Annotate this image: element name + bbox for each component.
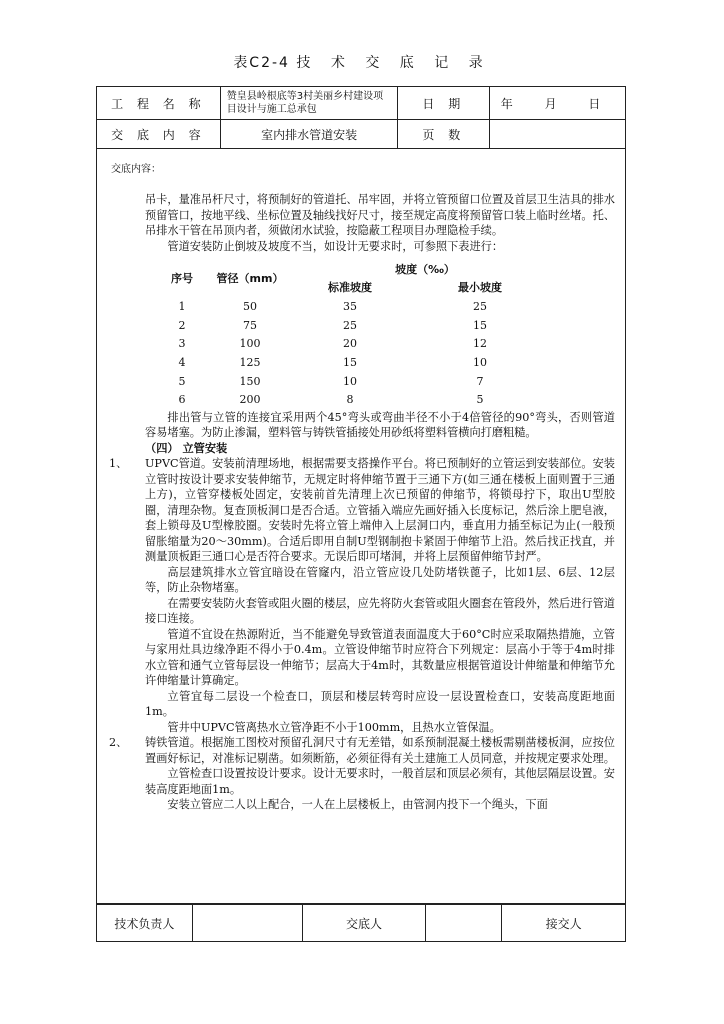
- cell-minimum: 12: [473, 337, 487, 351]
- paragraph: 排出管与立管的连接宜采用两个45°弯头或弯曲半径不小于4倍管径的90°弯头，否则管道容易堵塞。为防止渗漏，塑料管与铸铁管插接处用砂纸将塑料管横向打磨粗糙。: [145, 410, 615, 439]
- table-row: [159, 372, 555, 391]
- item-number: 2、: [109, 736, 128, 749]
- date-label: 日 期: [398, 87, 490, 120]
- cell-no: 5: [178, 374, 186, 388]
- paragraph: 管道不宜设在热源附近，当不能避免导致管道表面温度大于60°C时应采取隔热措施，立管与家用灶具边缘净距不得小于0.4m。立管设伸缩节时应符合下列规定：层高小于等于4m时排水立管和通气立管每层设一伸缩节；层高大于4m时，其数量应根据管道设计伸缩量和伸缩节允许伸缩量计算确定。: [145, 627, 615, 687]
- list-item: [109, 735, 615, 766]
- cell-no: 2: [178, 318, 186, 332]
- cell-minimum: 25: [473, 299, 487, 313]
- paragraph: 高层建筑排水立管宜暗设在管窿内，沿立管应设几处防堵铁蓖子，比如1层、6层、12层等，防止杂物堵塞。: [145, 565, 615, 594]
- table-row: [159, 316, 555, 335]
- table-row: [159, 335, 555, 354]
- form-number: 表C2-4: [233, 55, 290, 71]
- table-row: [159, 353, 555, 372]
- table-row: [159, 297, 555, 316]
- pages-label: 页 数: [398, 120, 490, 149]
- paragraph: 立管检查口设置按设计要求。设计无要求时，一般首层和顶层必须有，其他层隔层设置。安装高度距地面1m。: [145, 767, 615, 796]
- header-diameter: 管径（mm）: [216, 271, 284, 285]
- item-text: UPVC管道。安装前清理场地，根据需要支搭操作平台。将已预制好的立管运到安装部位。安装立管时按设计要求安装伸缩节，无规定时将伸缩节置于三通下方(如三通在楼板上面则置于三通上方)，立管穿楼板处固定，安装前首先清理上次已预留的伸缩节，将锁母拧下，取出U型胶圈，清理杂物。复查顶板洞口是否合适。立管插入端应先画好插入长度标记，然后涂上肥皂液，套上锁母及U型橡胶圈。安装时先将立管上端伸入上层洞口内，垂直用力插至标记为止(一般预留胀缩量为20～30mm)。合适后即用自制U型钢制抱卡紧固于伸缩节上沿。然后找正找直，并测量顶板距三通口心是否符合要求。无误后即可堵洞，并将上层预留伸缩节封严。: [145, 457, 615, 563]
- header-standard: 标准坡度: [328, 281, 372, 295]
- header-minimum: 最小坡度: [458, 281, 502, 295]
- cell-diameter: 200: [239, 393, 261, 407]
- signature-table: [96, 904, 626, 942]
- cell-minimum: 15: [473, 318, 487, 332]
- header-no: 序号: [171, 271, 193, 285]
- page-title: [0, 52, 724, 72]
- tech-lead-sign[interactable]: [192, 905, 302, 942]
- header-slope: 坡度（‰）: [395, 262, 455, 276]
- cell-no: 4: [178, 356, 186, 370]
- header-table: [96, 86, 626, 149]
- paragraph: 安装立管应二人以上配合，一人在上层楼板上，由管洞内投下一个绳头，下面: [167, 798, 548, 811]
- cell-no: 6: [178, 393, 186, 407]
- cell-standard: 20: [343, 337, 357, 351]
- tech-lead-label: 技术负责人: [97, 905, 193, 942]
- paragraph: 在需要安装防火套管或阻火圈的楼层，应先将防火套管或阻火圈套在管段外，然后进行管道接口连接。: [145, 596, 615, 625]
- content-text: [109, 192, 615, 813]
- receiver-label: 接交人: [502, 905, 626, 942]
- item-text: 铸铁管道。根据施工图校对预留孔洞尺寸有无差错，如系预制混凝土楼板需剔凿楼板洞，应按位置画好标记，对准标记剔凿。如须断筋，必须征得有关土建施工人员同意，并按规定要求处理。: [145, 736, 615, 765]
- section-heading: （四） 立管安装: [145, 441, 228, 455]
- discloser-sign[interactable]: [426, 905, 502, 942]
- cell-standard: 15: [343, 356, 357, 370]
- pages-value: [490, 120, 626, 149]
- cell-standard: 8: [346, 393, 354, 407]
- cell-diameter: 75: [243, 318, 257, 332]
- cell-standard: 25: [343, 318, 357, 332]
- item-number: 1、: [109, 457, 128, 470]
- content-lead: 交底内容：: [111, 164, 161, 175]
- cell-diameter: 125: [239, 356, 261, 370]
- form-title: 技 术 交 底 记 录: [296, 55, 491, 71]
- paragraph: 管道安装防止倒坡及坡度不当，如设计无要求时，可参照下表进行：: [167, 239, 504, 253]
- cell-minimum: 7: [476, 374, 484, 388]
- slope-table: [159, 260, 555, 410]
- topic-label: 交 底 内 容: [97, 120, 221, 149]
- paragraph: 吊卡，量准吊杆尺寸，将预制好的管道托、吊牢固，并将立管预留口位置及首层卫生洁具的排水预留管口，按地平线、坐标位置及轴线找好尺寸，接至规定高度将预留管口装上临时丝堵。托、吊排水干管在吊顶内者，须做闭水试验，按隐蔽工程项目办理隐检手续。: [145, 193, 615, 237]
- cell-diameter: 50: [243, 299, 257, 313]
- cell-minimum: 5: [476, 393, 484, 407]
- paragraph: 管井中UPVC管离热水立管净距不小于100mm，且热水立管保温。: [167, 720, 501, 734]
- project-value: 赞皇县岭根底等3村美丽乡村建设项目设计与施工总承包: [220, 87, 398, 120]
- content-box: [96, 146, 626, 904]
- cell-minimum: 10: [473, 356, 487, 370]
- paragraph: 立管宜每二层设一个检查口，顶层和楼层转弯时应设一层设置检查口，安装高度距地面1m。: [145, 689, 615, 718]
- discloser-label: 交底人: [302, 905, 426, 942]
- cell-standard: 10: [343, 374, 357, 388]
- project-label: 工 程 名 称: [97, 87, 221, 120]
- table-row: [159, 391, 555, 410]
- cell-standard: 35: [343, 299, 357, 313]
- cell-no: 1: [178, 299, 186, 313]
- cell-diameter: 150: [239, 374, 261, 388]
- cell-no: 3: [178, 337, 186, 351]
- list-item: [109, 456, 615, 565]
- date-value: 年 月 日: [490, 87, 626, 120]
- topic-value: 室内排水管道安装: [220, 120, 398, 149]
- cell-diameter: 100: [239, 337, 261, 351]
